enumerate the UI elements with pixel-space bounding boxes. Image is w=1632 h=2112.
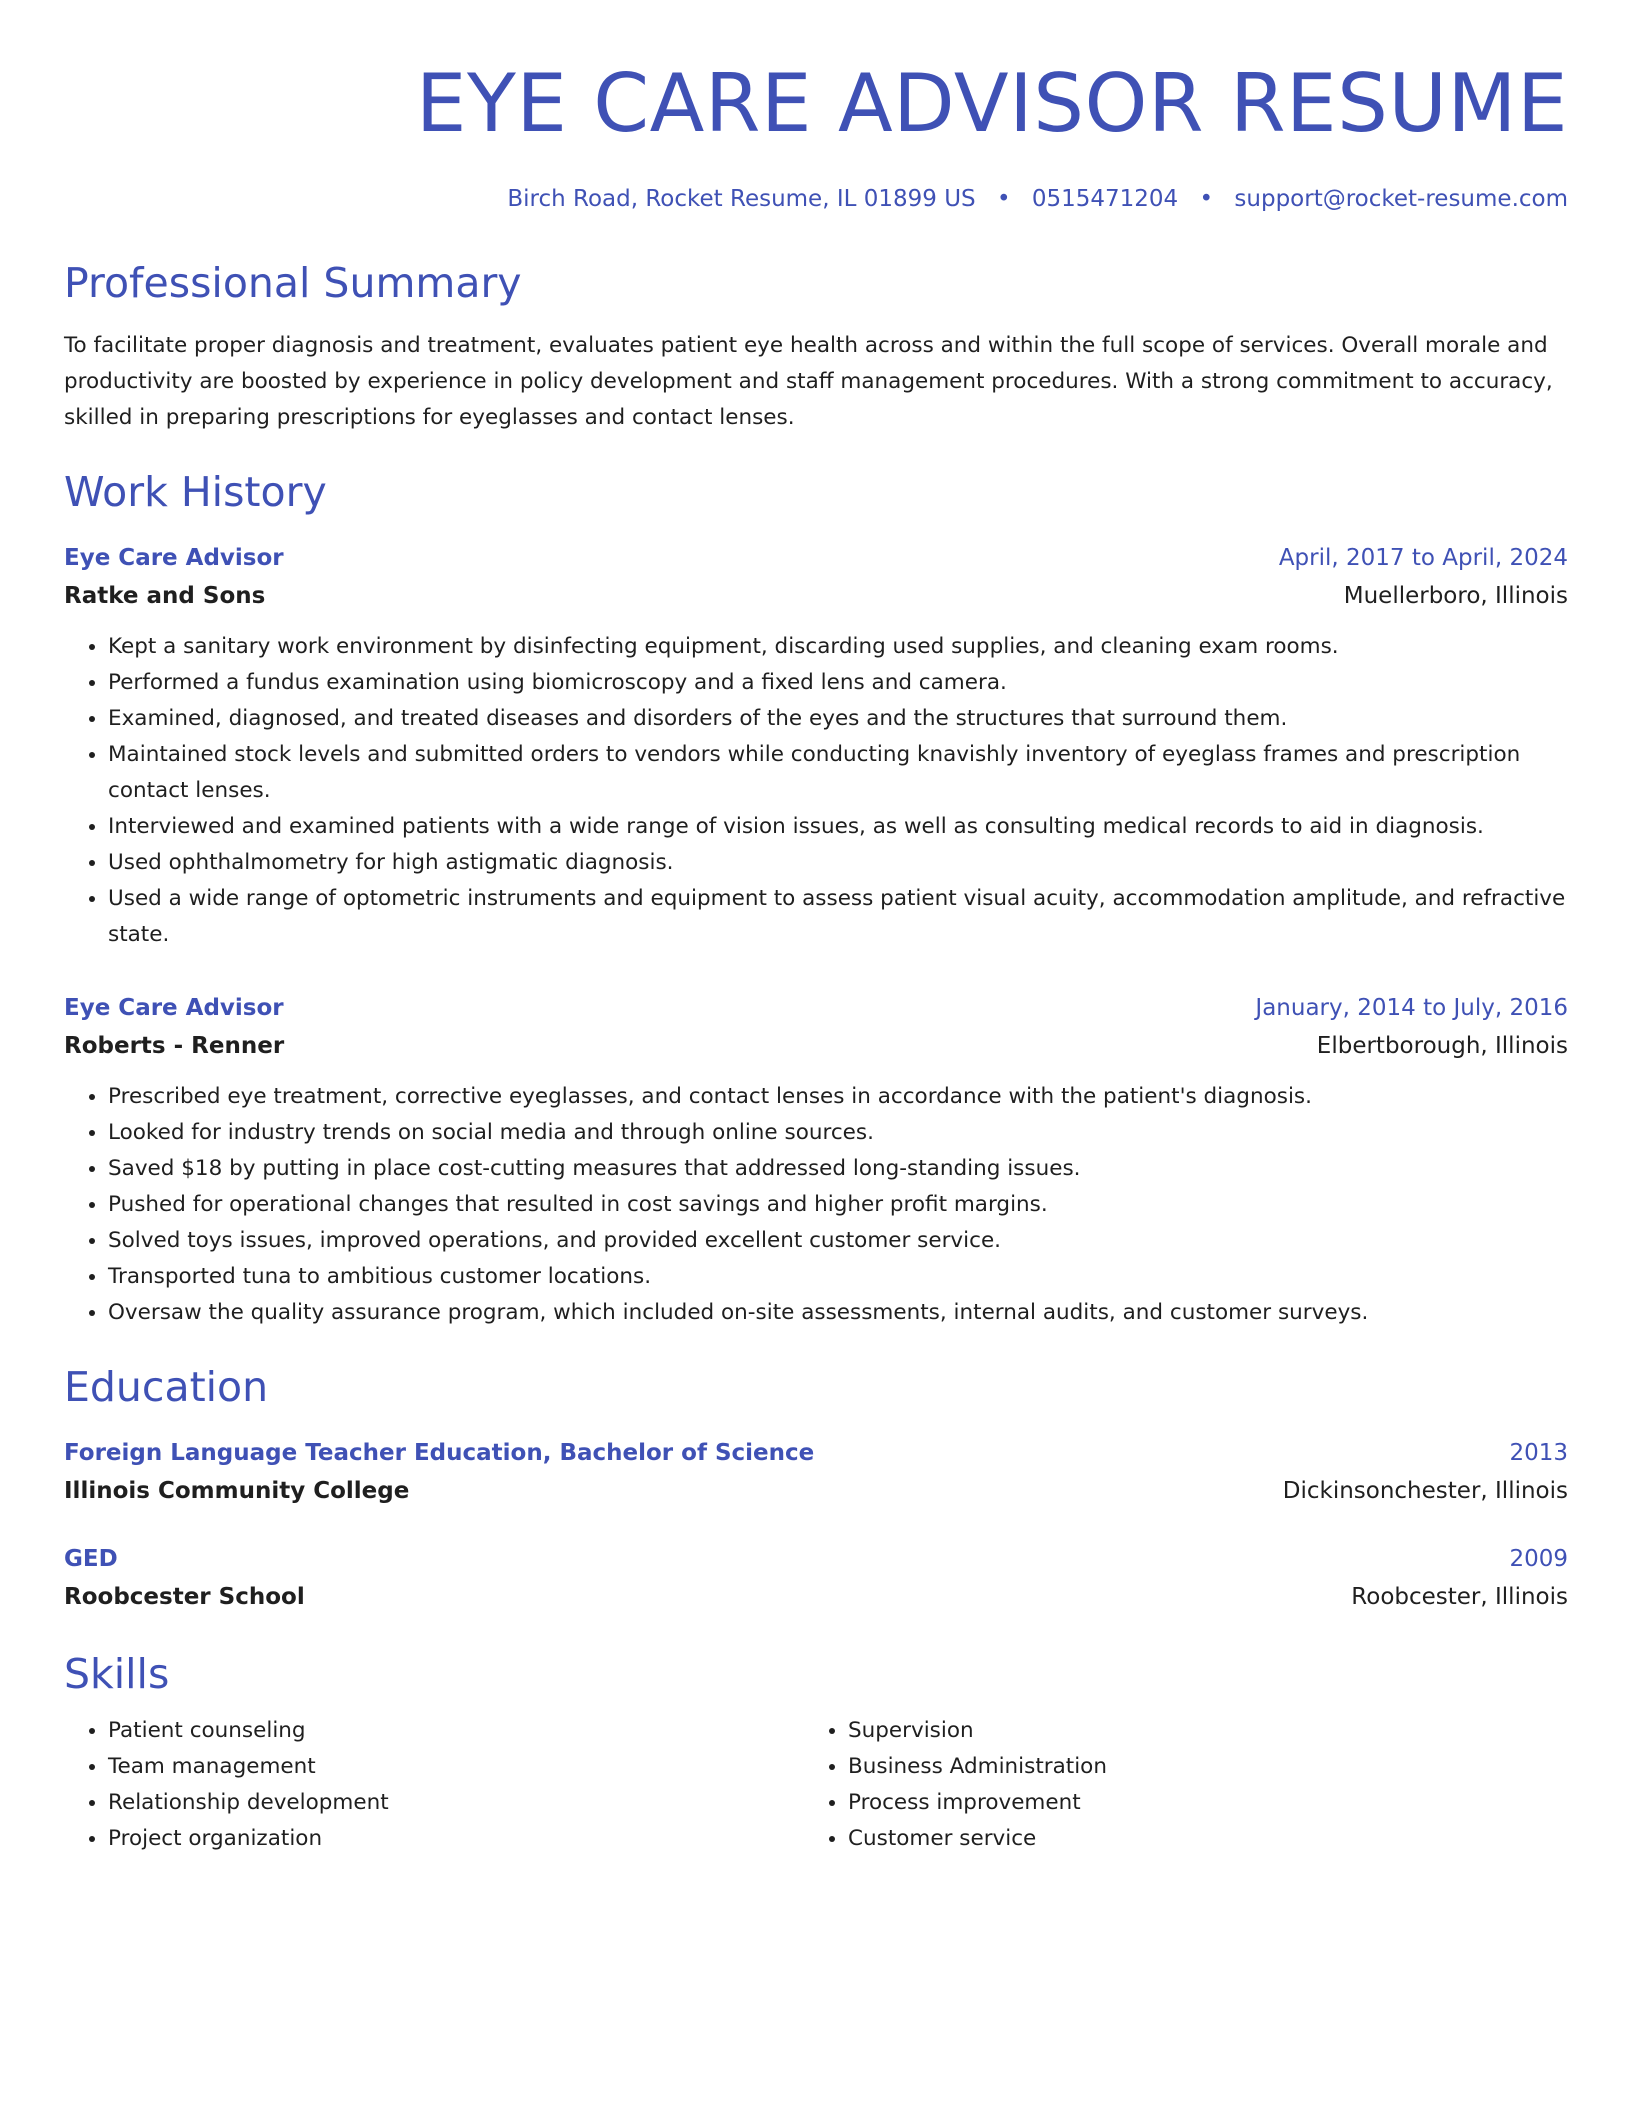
job-duty: • Prescribed eye treatment, corrective eyeglasses, and contact lenses in accordance with the patient's diagnosis. bbox=[108, 1079, 1568, 1115]
job-title: Eye Care Advisor bbox=[64, 545, 284, 571]
job-dates: April, 2017 to April, 2024 bbox=[1278, 545, 1568, 571]
job-duty: • Examined, diagnosed, and treated diseases and disorders of the eyes and the structures that surround them. bbox=[108, 701, 1568, 737]
job-dates: January, 2014 to July, 2016 bbox=[1255, 995, 1568, 1021]
contact-separator: • bbox=[996, 186, 1011, 212]
contact-phone: 0515471204 bbox=[1031, 186, 1179, 212]
job-duty: • Saved $18 by putting in place cost-cutting measures that addressed long-standing issues. bbox=[108, 1151, 1568, 1187]
job-duties-list bbox=[64, 1079, 1568, 1331]
education-year: 2013 bbox=[1509, 1440, 1568, 1466]
skill-item: • Team management bbox=[108, 1749, 804, 1785]
education-entry bbox=[64, 1434, 1568, 1510]
education-entry bbox=[64, 1540, 1568, 1616]
education-location: Dickinsonchester, Illinois bbox=[1282, 1478, 1568, 1504]
job-duty: • Oversaw the quality assurance program, which included on-site assessments, internal audits, and customer surveys. bbox=[108, 1295, 1568, 1331]
job-duty: • Performed a fundus examination using biomicroscopy and a fixed lens and camera. bbox=[108, 665, 1568, 701]
job-duty: • Pushed for operational changes that resulted in cost savings and higher profit margins. bbox=[108, 1187, 1568, 1223]
contact-email: support@rocket-resume.com bbox=[1234, 186, 1568, 212]
skills-list-right bbox=[804, 1713, 1544, 1857]
skill-item: • Business Administration bbox=[848, 1749, 1544, 1785]
work-history-heading: Work History bbox=[64, 468, 327, 516]
education-school-row bbox=[64, 1472, 1568, 1510]
summary-heading: Professional Summary bbox=[64, 259, 522, 307]
education-degree: GED bbox=[64, 1546, 118, 1572]
job-entry bbox=[64, 989, 1568, 1331]
job-title-row bbox=[64, 539, 1568, 577]
job-title: Eye Care Advisor bbox=[64, 995, 284, 1021]
job-duty: • Kept a sanitary work environment by disinfecting equipment, discarding used supplies, and cleaning exam rooms. bbox=[108, 629, 1568, 665]
education-heading: Education bbox=[64, 1363, 269, 1411]
job-company-row bbox=[64, 1027, 1568, 1065]
education-location: Roobcester, Illinois bbox=[1351, 1584, 1568, 1610]
skill-item: • Patient counseling bbox=[108, 1713, 804, 1749]
job-duty: • Used a wide range of optometric instruments and equipment to assess patient visual acuity, accommodation amplitude, and refractive state. bbox=[108, 881, 1568, 953]
job-company: Roberts - Renner bbox=[64, 1033, 285, 1059]
job-duty: • Solved toys issues, improved operations, and provided excellent customer service. bbox=[108, 1223, 1568, 1259]
skills-heading: Skills bbox=[64, 1650, 170, 1698]
skill-item: • Project organization bbox=[108, 1821, 804, 1857]
job-duty: • Maintained stock levels and submitted orders to vendors while conducting knavishly inventory of eyeglass frames and prescription contact lenses. bbox=[108, 737, 1568, 809]
job-location: Muellerboro, Illinois bbox=[1343, 583, 1568, 609]
job-company: Ratke and Sons bbox=[64, 583, 266, 609]
education-school-row bbox=[64, 1578, 1568, 1616]
education-school: Illinois Community College bbox=[64, 1478, 410, 1504]
job-title-row bbox=[64, 989, 1568, 1027]
summary-text: To facilitate proper diagnosis and treatment, evaluates patient eye health across and within the full scope of services. Overall morale and productivity are boosted by experience in policy development and staff management procedures. With a strong commitment to accuracy, skilled in preparing prescriptions for eyeglasses and contact lenses. bbox=[64, 333, 1553, 430]
education-degree-row bbox=[64, 1434, 1568, 1472]
contact-separator: • bbox=[1199, 186, 1214, 212]
education-school: Roobcester School bbox=[64, 1584, 305, 1610]
skills-columns bbox=[64, 1713, 1568, 1857]
job-duty: • Used ophthalmometry for high astigmatic diagnosis. bbox=[108, 845, 1568, 881]
education-year: 2009 bbox=[1509, 1546, 1568, 1572]
job-duty: • Transported tuna to ambitious customer locations. bbox=[108, 1259, 1568, 1295]
skill-item: • Supervision bbox=[848, 1713, 1544, 1749]
job-duty: • Interviewed and examined patients with a wide range of vision issues, as well as consulting medical records to aid in diagnosis. bbox=[108, 809, 1568, 845]
skill-item: • Process improvement bbox=[848, 1785, 1544, 1821]
education-degree-row bbox=[64, 1540, 1568, 1578]
education-degree: Foreign Language Teacher Education, Bachelor of Science bbox=[64, 1440, 815, 1466]
job-company-row bbox=[64, 577, 1568, 615]
skills-list-left bbox=[64, 1713, 804, 1857]
job-location: Elbertborough, Illinois bbox=[1316, 1033, 1568, 1059]
job-entry bbox=[64, 539, 1568, 953]
skill-item: • Relationship development bbox=[108, 1785, 804, 1821]
resume-title: EYE CARE ADVISOR RESUME bbox=[415, 57, 1568, 150]
job-duties-list bbox=[64, 629, 1568, 953]
contact-line bbox=[64, 188, 1568, 211]
skill-item: • Customer service bbox=[848, 1821, 1544, 1857]
job-duty: • Looked for industry trends on social media and through online sources. bbox=[108, 1115, 1568, 1151]
contact-address: Birch Road, Rocket Resume, IL 01899 US bbox=[507, 186, 976, 212]
